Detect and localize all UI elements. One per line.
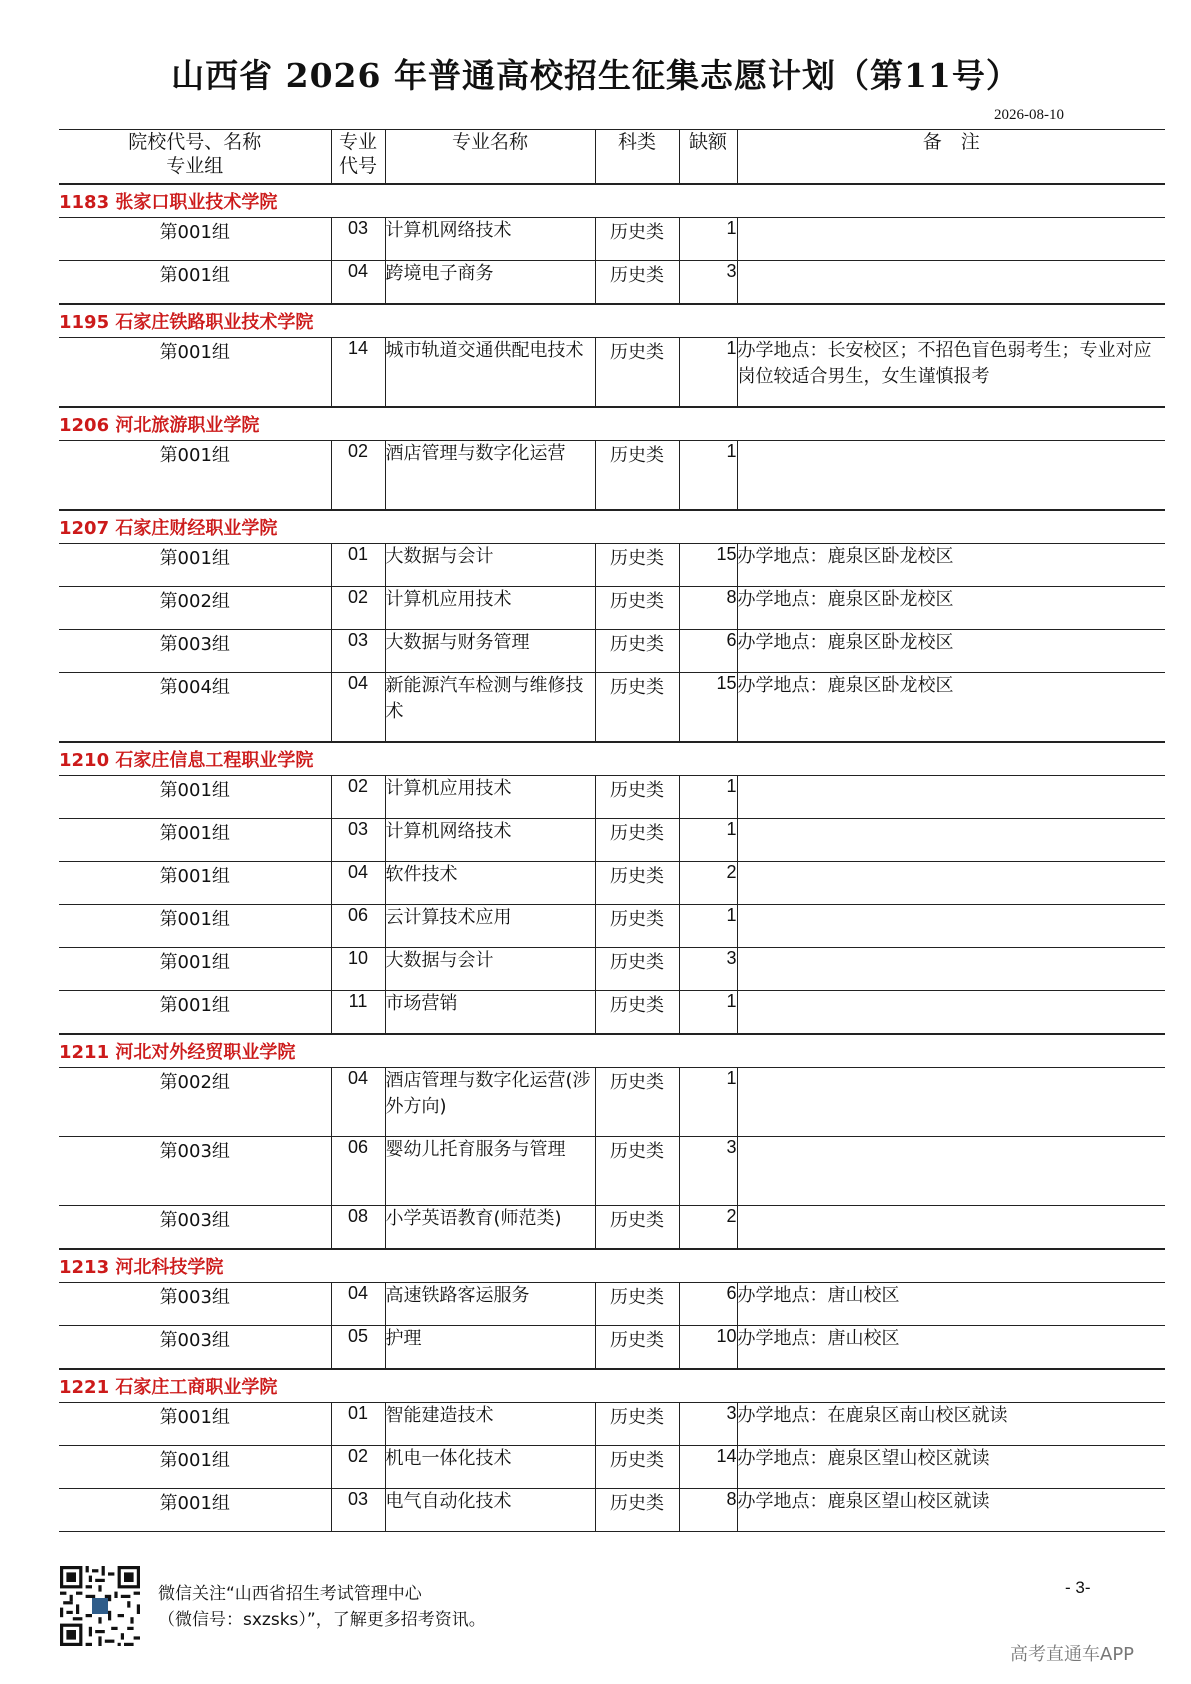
cell-note	[737, 441, 1165, 511]
cell-major-code: 04	[331, 1283, 385, 1326]
table-body	[59, 184, 1165, 1532]
cell-quota: 15	[679, 544, 737, 587]
school-header-row	[59, 304, 1165, 338]
cell-subject-kind: 历史类	[595, 819, 679, 862]
cell-note: 办学地点：鹿泉区卧龙校区	[737, 673, 1165, 743]
cell-group: 第001组	[59, 544, 331, 587]
cell-group: 第002组	[59, 587, 331, 630]
cell-group: 第001组	[59, 1403, 331, 1446]
table-row	[59, 862, 1165, 905]
cell-note	[737, 776, 1165, 819]
school-header-row	[59, 184, 1165, 218]
cell-subject-kind: 历史类	[595, 1446, 679, 1489]
cell-major-name: 大数据与会计	[385, 544, 595, 587]
cell-major-name: 城市轨道交通供配电技术	[385, 338, 595, 408]
cell-note: 办学地点：唐山校区	[737, 1326, 1165, 1370]
school-name: 1207 石家庄财经职业学院	[59, 510, 1165, 544]
table-row	[59, 1326, 1165, 1370]
cell-note	[737, 905, 1165, 948]
cell-major-code: 03	[331, 630, 385, 673]
school-header-row	[59, 510, 1165, 544]
cell-quota: 1	[679, 819, 737, 862]
publish-date: 2026-08-10	[994, 107, 1064, 123]
cell-note	[737, 819, 1165, 862]
cell-note	[737, 948, 1165, 991]
cell-note	[737, 218, 1165, 261]
cell-major-name: 高速铁路客运服务	[385, 1283, 595, 1326]
header-group-line1: 院校代号、名称	[128, 131, 262, 153]
cell-major-name: 小学英语教育(师范类)	[385, 1206, 595, 1250]
table-row	[59, 776, 1165, 819]
cell-subject-kind: 历史类	[595, 1326, 679, 1370]
cell-major-name: 机电一体化技术	[385, 1446, 595, 1489]
table-row	[59, 1489, 1165, 1532]
header-group-line2: 专业组	[166, 155, 224, 177]
table-row	[59, 948, 1165, 991]
cell-group: 第001组	[59, 261, 331, 305]
cell-note: 办学地点：鹿泉区卧龙校区	[737, 544, 1165, 587]
cell-major-code: 04	[331, 862, 385, 905]
table-row	[59, 1403, 1165, 1446]
cell-major-code: 03	[331, 1489, 385, 1532]
cell-major-name: 大数据与会计	[385, 948, 595, 991]
header-code-line2: 代号	[338, 155, 377, 177]
cell-subject-kind: 历史类	[595, 905, 679, 948]
cell-subject-kind: 历史类	[595, 1206, 679, 1250]
cell-major-code: 01	[331, 1403, 385, 1446]
cell-group: 第001组	[59, 819, 331, 862]
cell-major-name: 跨境电子商务	[385, 261, 595, 305]
table-row	[59, 261, 1165, 305]
cell-subject-kind: 历史类	[595, 261, 679, 305]
cell-group: 第003组	[59, 1137, 331, 1206]
header-major: 专业名称	[385, 130, 595, 185]
cell-note: 办学地点：长安校区；不招色盲色弱考生；专业对应岗位较适合男生，女生谨慎报考	[737, 338, 1165, 408]
cell-note	[737, 261, 1165, 305]
cell-subject-kind: 历史类	[595, 862, 679, 905]
cell-quota: 3	[679, 261, 737, 305]
cell-quota: 6	[679, 630, 737, 673]
cell-quota: 1	[679, 991, 737, 1035]
school-header-row	[59, 1369, 1165, 1403]
cell-quota: 2	[679, 1206, 737, 1250]
cell-major-code: 03	[331, 819, 385, 862]
cell-note	[737, 1068, 1165, 1137]
header-note: 备 注	[737, 130, 1165, 185]
cell-quota: 1	[679, 338, 737, 408]
cell-group: 第001组	[59, 905, 331, 948]
page-title: 山西省 2026 年普通高校招生征集志愿计划（第11号）	[171, 56, 1020, 95]
school-name: 1195 石家庄铁路职业技术学院	[59, 304, 1165, 338]
cell-group: 第003组	[59, 1283, 331, 1326]
cell-group: 第001组	[59, 862, 331, 905]
cell-quota: 1	[679, 776, 737, 819]
cell-major-name: 计算机应用技术	[385, 587, 595, 630]
table-row	[59, 991, 1165, 1035]
cell-subject-kind: 历史类	[595, 1489, 679, 1532]
table-row	[59, 1137, 1165, 1206]
cell-major-code: 04	[331, 1068, 385, 1137]
cell-major-name: 新能源汽车检测与维修技术	[385, 673, 595, 743]
cell-major-name: 婴幼儿托育服务与管理	[385, 1137, 595, 1206]
cell-note: 办学地点：鹿泉区望山校区就读	[737, 1489, 1165, 1532]
cell-subject-kind: 历史类	[595, 441, 679, 511]
cell-group: 第001组	[59, 1489, 331, 1532]
cell-quota: 1	[679, 1068, 737, 1137]
header-group	[59, 130, 331, 185]
school-name: 1213 河北科技学院	[59, 1249, 1165, 1283]
school-name: 1183 张家口职业技术学院	[59, 184, 1165, 218]
school-header-row	[59, 1249, 1165, 1283]
cell-major-code: 01	[331, 544, 385, 587]
cell-quota: 8	[679, 1489, 737, 1532]
table-row	[59, 1068, 1165, 1137]
cell-major-name: 计算机网络技术	[385, 819, 595, 862]
table-row	[59, 819, 1165, 862]
cell-major-name: 计算机网络技术	[385, 218, 595, 261]
cell-note: 办学地点：鹿泉区卧龙校区	[737, 630, 1165, 673]
cell-quota: 8	[679, 587, 737, 630]
school-name: 1221 石家庄工商职业学院	[59, 1369, 1165, 1403]
cell-major-code: 02	[331, 776, 385, 819]
cell-major-name: 酒店管理与数字化运营(涉外方向)	[385, 1068, 595, 1137]
cell-note	[737, 991, 1165, 1035]
cell-group: 第001组	[59, 218, 331, 261]
cell-subject-kind: 历史类	[595, 991, 679, 1035]
page-number: - 3-	[1065, 1578, 1091, 1597]
school-name: 1210 石家庄信息工程职业学院	[59, 742, 1165, 776]
cell-group: 第003组	[59, 1206, 331, 1250]
cell-note: 办学地点：鹿泉区望山校区就读	[737, 1446, 1165, 1489]
table-header-row	[59, 130, 1165, 185]
cell-major-name: 市场营销	[385, 991, 595, 1035]
cell-major-code: 02	[331, 587, 385, 630]
cell-major-code: 03	[331, 218, 385, 261]
header-quota: 缺额	[679, 130, 737, 185]
cell-quota: 1	[679, 441, 737, 511]
cell-group: 第001组	[59, 776, 331, 819]
cell-major-name: 护理	[385, 1326, 595, 1370]
school-header-row	[59, 1034, 1165, 1068]
cell-group: 第004组	[59, 673, 331, 743]
cell-subject-kind: 历史类	[595, 338, 679, 408]
cell-major-name: 酒店管理与数字化运营	[385, 441, 595, 511]
table-row	[59, 441, 1165, 511]
cell-subject-kind: 历史类	[595, 1068, 679, 1137]
header-code-line1: 专业	[338, 131, 377, 153]
cell-major-name: 电气自动化技术	[385, 1489, 595, 1532]
cell-group: 第003组	[59, 1326, 331, 1370]
cell-quota: 6	[679, 1283, 737, 1326]
cell-subject-kind: 历史类	[595, 544, 679, 587]
table-row	[59, 544, 1165, 587]
cell-major-code: 02	[331, 1446, 385, 1489]
cell-group: 第001组	[59, 441, 331, 511]
cell-note	[737, 862, 1165, 905]
school-header-row	[59, 742, 1165, 776]
cell-quota: 3	[679, 948, 737, 991]
school-header-row	[59, 407, 1165, 441]
cell-note: 办学地点：在鹿泉区南山校区就读	[737, 1403, 1165, 1446]
cell-major-code: 04	[331, 261, 385, 305]
cell-major-name: 大数据与财务管理	[385, 630, 595, 673]
cell-subject-kind: 历史类	[595, 673, 679, 743]
cell-group: 第001组	[59, 991, 331, 1035]
table-row	[59, 673, 1165, 743]
cell-subject-kind: 历史类	[595, 776, 679, 819]
cell-quota: 15	[679, 673, 737, 743]
cell-group: 第002组	[59, 1068, 331, 1137]
page-footer	[60, 1566, 1170, 1656]
cell-subject-kind: 历史类	[595, 1137, 679, 1206]
cell-subject-kind: 历史类	[595, 1283, 679, 1326]
cell-note: 办学地点：唐山校区	[737, 1283, 1165, 1326]
cell-subject-kind: 历史类	[595, 630, 679, 673]
cell-major-code: 05	[331, 1326, 385, 1370]
cell-major-code: 06	[331, 1137, 385, 1206]
cell-quota: 14	[679, 1446, 737, 1489]
cell-major-code: 11	[331, 991, 385, 1035]
cell-quota: 3	[679, 1403, 737, 1446]
cell-major-code: 10	[331, 948, 385, 991]
cell-quota: 10	[679, 1326, 737, 1370]
table-row	[59, 587, 1165, 630]
school-name: 1211 河北对外经贸职业学院	[59, 1034, 1165, 1068]
cell-major-code: 02	[331, 441, 385, 511]
cell-note	[737, 1137, 1165, 1206]
cell-note: 办学地点：鹿泉区卧龙校区	[737, 587, 1165, 630]
table-row	[59, 630, 1165, 673]
cell-major-name: 智能建造技术	[385, 1403, 595, 1446]
header-kind: 科类	[595, 130, 679, 185]
cell-major-code: 04	[331, 673, 385, 743]
table-row	[59, 218, 1165, 261]
table-row	[59, 905, 1165, 948]
cell-major-code: 14	[331, 338, 385, 408]
cell-group: 第003组	[59, 630, 331, 673]
cell-group: 第001组	[59, 338, 331, 408]
cell-note	[737, 1206, 1165, 1250]
header-code	[331, 130, 385, 185]
cell-quota: 3	[679, 1137, 737, 1206]
table-row	[59, 338, 1165, 408]
cell-subject-kind: 历史类	[595, 587, 679, 630]
cell-subject-kind: 历史类	[595, 948, 679, 991]
footer-text	[158, 1581, 486, 1633]
table-row	[59, 1446, 1165, 1489]
footer-line2: （微信号：sxzsks）”，了解更多招考资讯。	[158, 1610, 486, 1630]
cell-quota: 1	[679, 905, 737, 948]
cell-group: 第001组	[59, 948, 331, 991]
footer-line1: 微信关注“山西省招生考试管理中心	[158, 1584, 422, 1604]
school-name: 1206 河北旅游职业学院	[59, 407, 1165, 441]
qr-code-icon	[60, 1566, 140, 1646]
cell-major-code: 06	[331, 905, 385, 948]
watermark: 高考直通车APP	[1010, 1644, 1135, 1665]
table-row	[59, 1283, 1165, 1326]
enrollment-plan-table	[59, 129, 1165, 1532]
cell-quota: 2	[679, 862, 737, 905]
cell-group: 第001组	[59, 1446, 331, 1489]
cell-subject-kind: 历史类	[595, 218, 679, 261]
cell-quota: 1	[679, 218, 737, 261]
cell-major-name: 计算机应用技术	[385, 776, 595, 819]
cell-subject-kind: 历史类	[595, 1403, 679, 1446]
cell-major-code: 08	[331, 1206, 385, 1250]
cell-major-name: 云计算技术应用	[385, 905, 595, 948]
table-row	[59, 1206, 1165, 1250]
cell-major-name: 软件技术	[385, 862, 595, 905]
